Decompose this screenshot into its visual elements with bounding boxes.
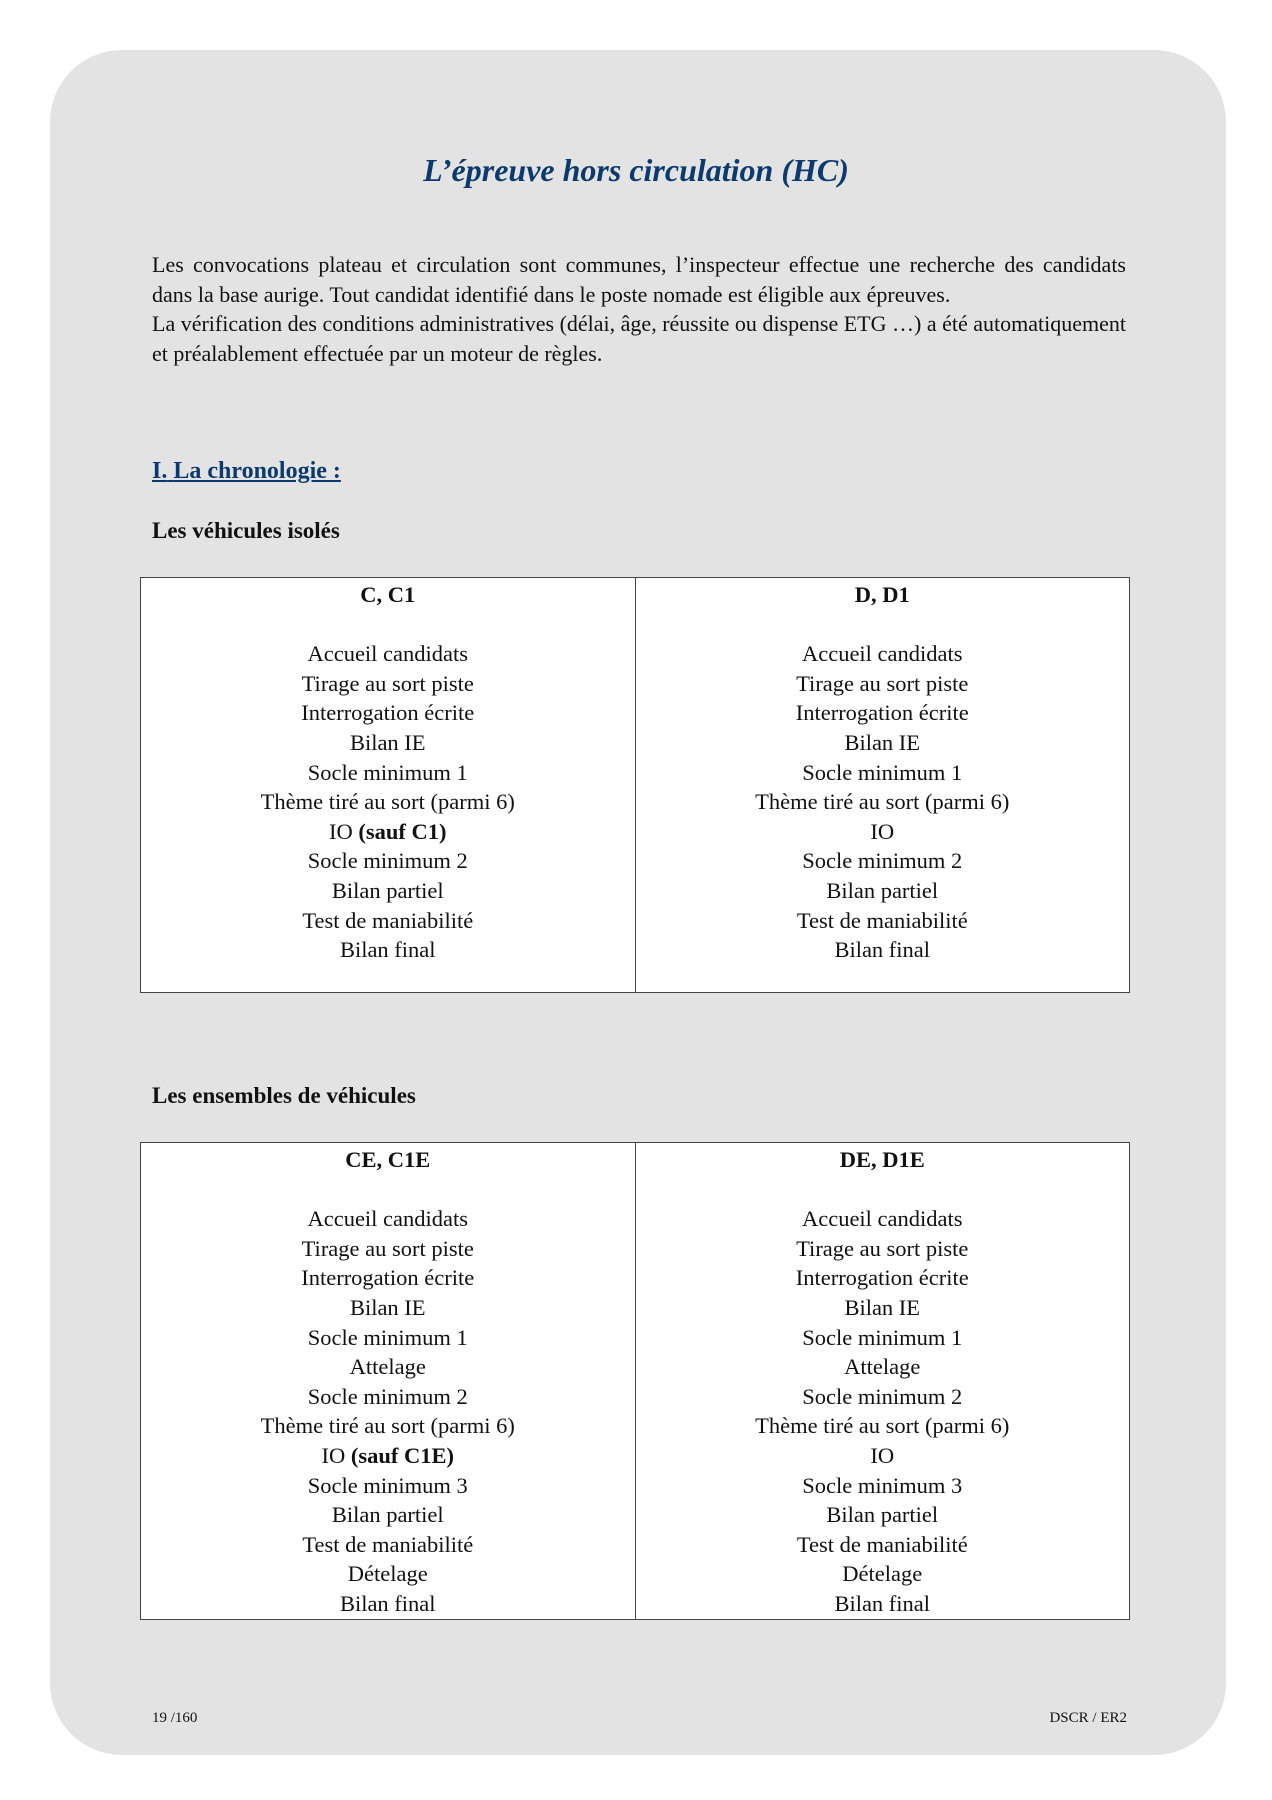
- chronology-step: [141, 669, 635, 699]
- step-text: Bilan IE: [349, 729, 426, 755]
- subheading-vehicle-combinations: Les ensembles de véhicules: [152, 1083, 416, 1108]
- step-exception: (sauf C1E): [350, 1442, 454, 1468]
- step-text: IO: [321, 1442, 351, 1468]
- step-text: Attelage: [349, 1354, 426, 1380]
- chronology-step: [141, 1589, 635, 1619]
- chronology-step: [141, 728, 635, 758]
- table-column: [141, 578, 636, 993]
- step-text: Tirage au sort piste: [301, 670, 474, 696]
- step-text: Bilan final: [339, 1590, 436, 1616]
- chronology-step: [141, 1204, 635, 1234]
- step-text: Accueil candidats: [307, 641, 469, 667]
- chronology-step: [141, 817, 635, 847]
- step-text: Accueil candidats: [801, 1206, 963, 1232]
- chronology-step: [636, 846, 1130, 876]
- chronology-step: [141, 1530, 635, 1560]
- chronology-step: [636, 1411, 1130, 1441]
- chronology-step: [636, 1204, 1130, 1234]
- chronology-step: [141, 1323, 635, 1353]
- step-text: Interrogation écrite: [795, 1265, 969, 1291]
- chronology-step: [636, 1559, 1130, 1589]
- chronology-step: [636, 787, 1130, 817]
- step-text: Interrogation écrite: [301, 700, 475, 726]
- step-text: IO: [870, 818, 895, 844]
- step-text: IO: [870, 1442, 895, 1468]
- step-text: Accueil candidats: [801, 641, 963, 667]
- chronology-step: [636, 1352, 1130, 1382]
- step-text: Test de maniabilité: [302, 907, 474, 933]
- chronology-step: [141, 1293, 635, 1323]
- chronology-step: [141, 1263, 635, 1293]
- chronology-step: [636, 669, 1130, 699]
- step-text: Thème tiré au sort (parmi 6): [260, 789, 515, 815]
- step-text: Bilan IE: [844, 729, 921, 755]
- step-text: Socle minimum 1: [307, 1324, 468, 1350]
- step-text: Tirage au sort piste: [301, 1235, 474, 1261]
- page-number: 19 /160: [152, 1710, 198, 1726]
- section-heading: [152, 458, 341, 485]
- chronology-step: [636, 1530, 1130, 1560]
- step-text: Bilan partiel: [331, 1502, 444, 1528]
- step-text: Tirage au sort piste: [796, 670, 969, 696]
- chronology-step: [141, 876, 635, 906]
- chronology-step: [141, 1559, 635, 1589]
- page-title: L’épreuve hors circulation (HC): [423, 152, 849, 188]
- step-text: Socle minimum 1: [802, 759, 963, 785]
- chronology-step: [141, 787, 635, 817]
- chronology-step: [636, 1293, 1130, 1323]
- chronology-step: [636, 1500, 1130, 1530]
- step-text: Socle minimum 2: [307, 1383, 468, 1409]
- step-text: IO: [329, 818, 359, 844]
- step-text: Socle minimum 2: [802, 1383, 963, 1409]
- step-text: Bilan IE: [349, 1294, 426, 1320]
- chronology-step: [636, 906, 1130, 936]
- step-text: Bilan final: [834, 1590, 931, 1616]
- chronology-step: [141, 1382, 635, 1412]
- chronology-table-combinations: [140, 1142, 1130, 1620]
- step-text: Interrogation écrite: [301, 1265, 475, 1291]
- step-text: Socle minimum 2: [307, 848, 468, 874]
- step-text: Test de maniabilité: [796, 907, 968, 933]
- chronology-step: [141, 698, 635, 728]
- table-column: [141, 1143, 636, 1620]
- section-number: I.: [152, 458, 168, 484]
- step-text: Attelage: [844, 1354, 921, 1380]
- step-text: Dételage: [842, 1561, 923, 1587]
- chronology-step: [636, 1441, 1130, 1471]
- subheading-isolated-vehicles: Les véhicules isolés: [152, 518, 340, 543]
- chronology-step: [141, 1234, 635, 1264]
- step-exception: (sauf C1): [358, 818, 447, 844]
- chronology-step: [636, 1323, 1130, 1353]
- chronology-step: [636, 935, 1130, 965]
- step-text: Accueil candidats: [307, 1206, 469, 1232]
- chronology-step: [636, 758, 1130, 788]
- chronology-table-isolated: [140, 577, 1130, 993]
- step-text: Socle minimum 2: [802, 848, 963, 874]
- intro-paragraph: La vérification des conditions administratives (délai, âge, réussite ou dispense ETG …) a été automatiquement et préalablement effectuée par un moteur de règles.: [152, 311, 1126, 366]
- chronology-step: [141, 1352, 635, 1382]
- step-text: Thème tiré au sort (parmi 6): [260, 1413, 515, 1439]
- chronology-step: [636, 1589, 1130, 1619]
- chronology-step: [141, 906, 635, 936]
- chronology-step: [636, 1471, 1130, 1501]
- chronology-step: [636, 698, 1130, 728]
- section-title: La chronologie :: [173, 458, 341, 484]
- chronology-step: [141, 935, 635, 965]
- step-text: Bilan IE: [844, 1294, 921, 1320]
- column-header: DE, D1E: [839, 1147, 925, 1172]
- table-column: [635, 578, 1130, 993]
- step-text: Bilan final: [834, 937, 931, 963]
- chronology-step: [636, 817, 1130, 847]
- table-column: [635, 1143, 1130, 1620]
- step-text: Interrogation écrite: [795, 700, 969, 726]
- step-text: Bilan partiel: [826, 877, 939, 903]
- chronology-step: [141, 1471, 635, 1501]
- chronology-step: [141, 758, 635, 788]
- intro-paragraph: Les convocations plateau et circulation sont communes, l’inspecteur effectue une recherche des candidats dans la base aurige. Tout candidat identifié dans le poste nomade est éligible aux épreuves.: [152, 252, 1126, 307]
- chronology-step: [141, 1500, 635, 1530]
- chronology-step: [636, 1263, 1130, 1293]
- step-text: Bilan partiel: [826, 1502, 939, 1528]
- column-header: D, D1: [854, 582, 910, 607]
- step-text: Thème tiré au sort (parmi 6): [755, 789, 1010, 815]
- chronology-step: [636, 1382, 1130, 1412]
- chronology-step: [141, 639, 635, 669]
- step-text: Dételage: [347, 1561, 428, 1587]
- step-text: Socle minimum 1: [307, 759, 468, 785]
- chronology-step: [636, 639, 1130, 669]
- step-text: Bilan final: [339, 937, 436, 963]
- step-text: Test de maniabilité: [302, 1531, 474, 1557]
- intro-text: [152, 250, 1126, 368]
- step-text: Socle minimum 3: [802, 1472, 963, 1498]
- step-text: Tirage au sort piste: [796, 1235, 969, 1261]
- column-header: C, C1: [360, 582, 416, 607]
- chronology-step: [636, 876, 1130, 906]
- step-text: Socle minimum 3: [307, 1472, 468, 1498]
- step-text: Bilan partiel: [331, 877, 444, 903]
- step-text: Thème tiré au sort (parmi 6): [755, 1413, 1010, 1439]
- chronology-step: [636, 1234, 1130, 1264]
- chronology-step: [141, 846, 635, 876]
- step-text: Socle minimum 1: [802, 1324, 963, 1350]
- chronology-step: [141, 1441, 635, 1471]
- column-header: CE, C1E: [345, 1147, 431, 1172]
- chronology-step: [636, 728, 1130, 758]
- table-row: [141, 578, 1130, 993]
- table-row: [141, 1143, 1130, 1620]
- chronology-step: [141, 1411, 635, 1441]
- document-reference: DSCR / ER2: [1049, 1710, 1127, 1726]
- step-text: Test de maniabilité: [796, 1531, 968, 1557]
